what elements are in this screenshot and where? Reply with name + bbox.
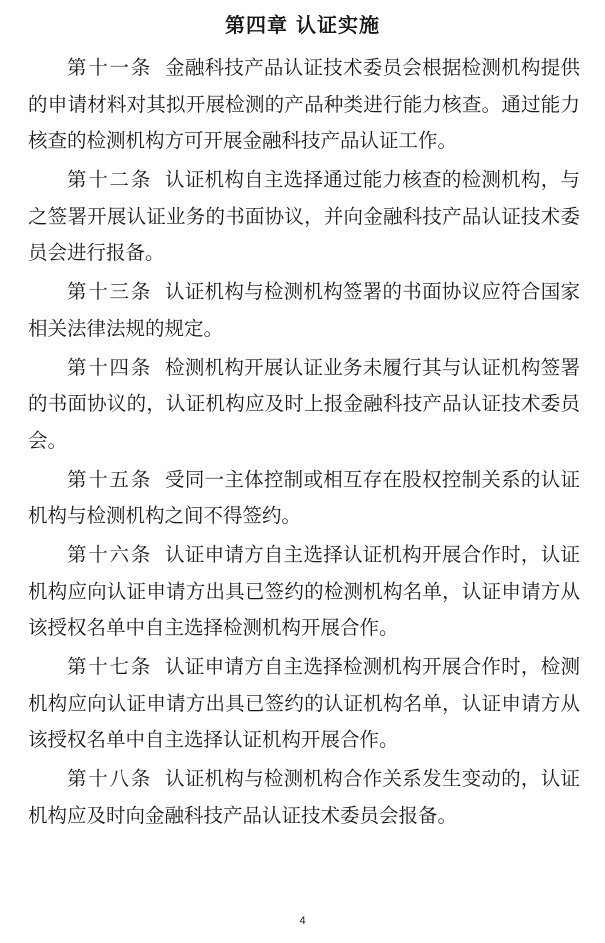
article-label: 第十五条 (67, 467, 153, 491)
article-text: 认证机构自主选择通过能力核查的检测机构，与之签署开展认证业务的书面协议，并向金融科技产品认证技术委员会进行报备。 (28, 168, 580, 264)
article-15 (28, 462, 580, 535)
article-label: 第十八条 (67, 767, 153, 790)
article-label: 第十七条 (67, 655, 153, 678)
article-label: 第十二条 (67, 168, 153, 191)
article-14 (28, 350, 580, 460)
article-text: 金融科技产品认证技术委员会根据检测机构提供的申请材料对其拟开展检测的产品种类进行能力核查。通过能力核查的检测机构方可开展金融科技产品认证工作。 (28, 56, 580, 152)
article-13 (28, 274, 580, 347)
page-number: 4 (299, 915, 306, 927)
article-16 (28, 537, 580, 647)
article-label: 第十一条 (67, 56, 153, 79)
article-text: 认证申请方自主选择认证机构开展合作时，认证机构应向认证申请方出具已签约的检测机构名单，认证申请方从该授权名单中自主选择检测机构开展合作。 (28, 543, 580, 639)
article-label: 第十六条 (67, 543, 153, 566)
article-list (28, 50, 580, 837)
article-text: 认证机构与检测机构合作关系发生变动的，认证机构应及时向金融科技产品认证技术委员会报备。 (28, 767, 580, 827)
article-label: 第十四条 (67, 355, 153, 379)
chapter-title: 第四章 认证实施 (225, 13, 380, 37)
article-label: 第十三条 (67, 280, 153, 303)
article-text: 受同一主体控制或相互存在股权控制关系的认证机构与检测机构之间不得签约。 (28, 467, 580, 527)
article-17 (28, 649, 580, 759)
article-text: 认证机构与检测机构签署的书面协议应符合国家相关法律法规的规定。 (28, 280, 580, 340)
article-11 (28, 50, 580, 160)
article-18 (28, 761, 580, 834)
article-text: 认证申请方自主选择检测机构开展合作时，检测机构应向认证申请方出具已签约的认证机构名单，认证申请方从该授权名单中自主选择认证机构开展合作。 (28, 655, 580, 751)
article-12 (28, 162, 580, 272)
article-text: 检测机构开展认证业务未履行其与认证机构签署的书面协议的，认证机构应及时上报金融科技产品认证技术委员会。 (28, 355, 580, 452)
